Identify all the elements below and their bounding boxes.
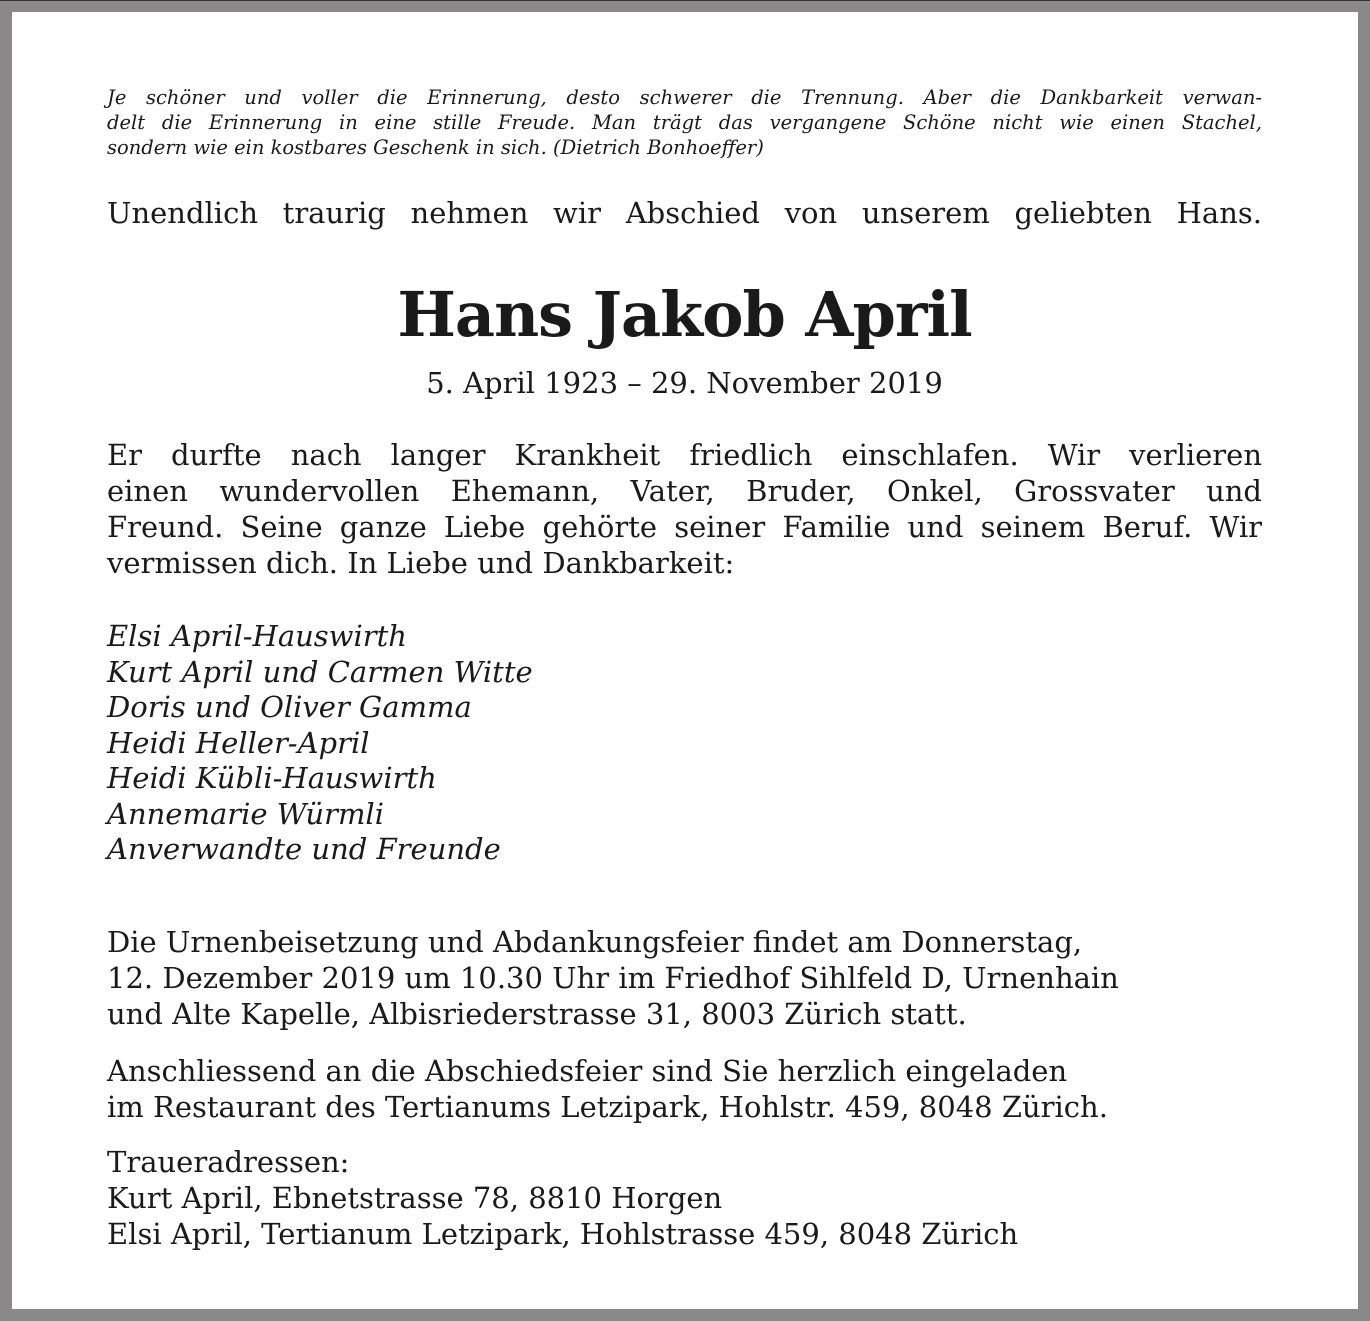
obituary-page <box>12 12 1358 1309</box>
body-line: vermissen dich. In Liebe und Dankbarkeit: <box>107 546 735 580</box>
mourner-name: Heidi Kübli-Hauswirth <box>107 761 437 795</box>
body-paragraph <box>107 437 1262 581</box>
address-line: Elsi April, Tertianum Letzipark, Hohlstrasse 459, 8048 Zürich <box>107 1217 1019 1251</box>
mourner-name: Kurt April und Carmen Witte <box>107 654 533 689</box>
ceremony-line: Die Urnenbeisetzung und Abdankungsfeier findet am Donnerstag, <box>107 925 1083 959</box>
life-dates: 5. April 1923 – 29. November 2019 <box>426 366 943 400</box>
mourner-name: Annemarie Würmli <box>107 796 384 831</box>
body-line: einen wundervollen Ehemann, Vater, Bruder, Onkel, Grossvater und <box>107 474 1262 508</box>
mourners-list <box>107 619 1262 868</box>
body-line: Er durfte nach langer Krankheit friedlich einschlafen. Wir verlieren <box>107 438 1262 472</box>
intro-text: Unendlich traurig nehmen wir Abschied von unserem geliebten Hans. <box>107 196 1262 230</box>
reception-paragraph <box>107 1053 1262 1125</box>
intro-line <box>107 195 1262 231</box>
mourner-name: Heidi Heller-April <box>107 725 370 760</box>
top-border <box>0 0 1370 1</box>
ceremony-paragraph <box>107 924 1262 1032</box>
ceremony-line: 12. Dezember 2019 um 10.30 Uhr im Friedhof Sihlfeld D, Urnenhain <box>107 961 1119 995</box>
reception-line: Anschliessend an die Abschiedsfeier sind Sie herzlich eingeladen <box>107 1054 1068 1088</box>
mourner-name: Doris und Oliver Gamma <box>107 690 472 724</box>
quote-line: Je schöner und voller die Erinnerung, desto schwerer die Trennung. Aber die Dankbarkeit verwan- <box>107 86 1262 109</box>
address-line: Kurt April, Ebnetstrasse 78, 8810 Horgen <box>107 1181 723 1215</box>
ceremony-line: und Alte Kapelle, Albisriederstrasse 31, 8003 Zürich statt. <box>107 997 967 1031</box>
deceased-name: Hans Jakob April <box>397 278 972 351</box>
quote-line: sondern wie ein kostbares Geschenk in sich. (Dietrich Bonhoeffer) <box>107 136 764 159</box>
reception-line: im Restaurant des Tertianums Letzipark, Hohlstr. 459, 8048 Zürich. <box>107 1090 1108 1124</box>
mourner-name: Elsi April-Hauswirth <box>107 619 407 653</box>
body-line: Freund. Seine ganze Liebe gehörte seiner Familie und seinem Beruf. Wir <box>107 510 1262 544</box>
bonhoeffer-quote <box>107 85 1262 160</box>
condolence-addresses <box>107 1144 1262 1252</box>
quote-line: delt die Erinnerung in eine stille Freude. Man trägt das vergangene Schöne nicht wie einen Stachel, <box>107 111 1262 134</box>
mourner-name: Anverwandte und Freunde <box>107 832 501 866</box>
addresses-heading: Traueradressen: <box>107 1145 350 1179</box>
